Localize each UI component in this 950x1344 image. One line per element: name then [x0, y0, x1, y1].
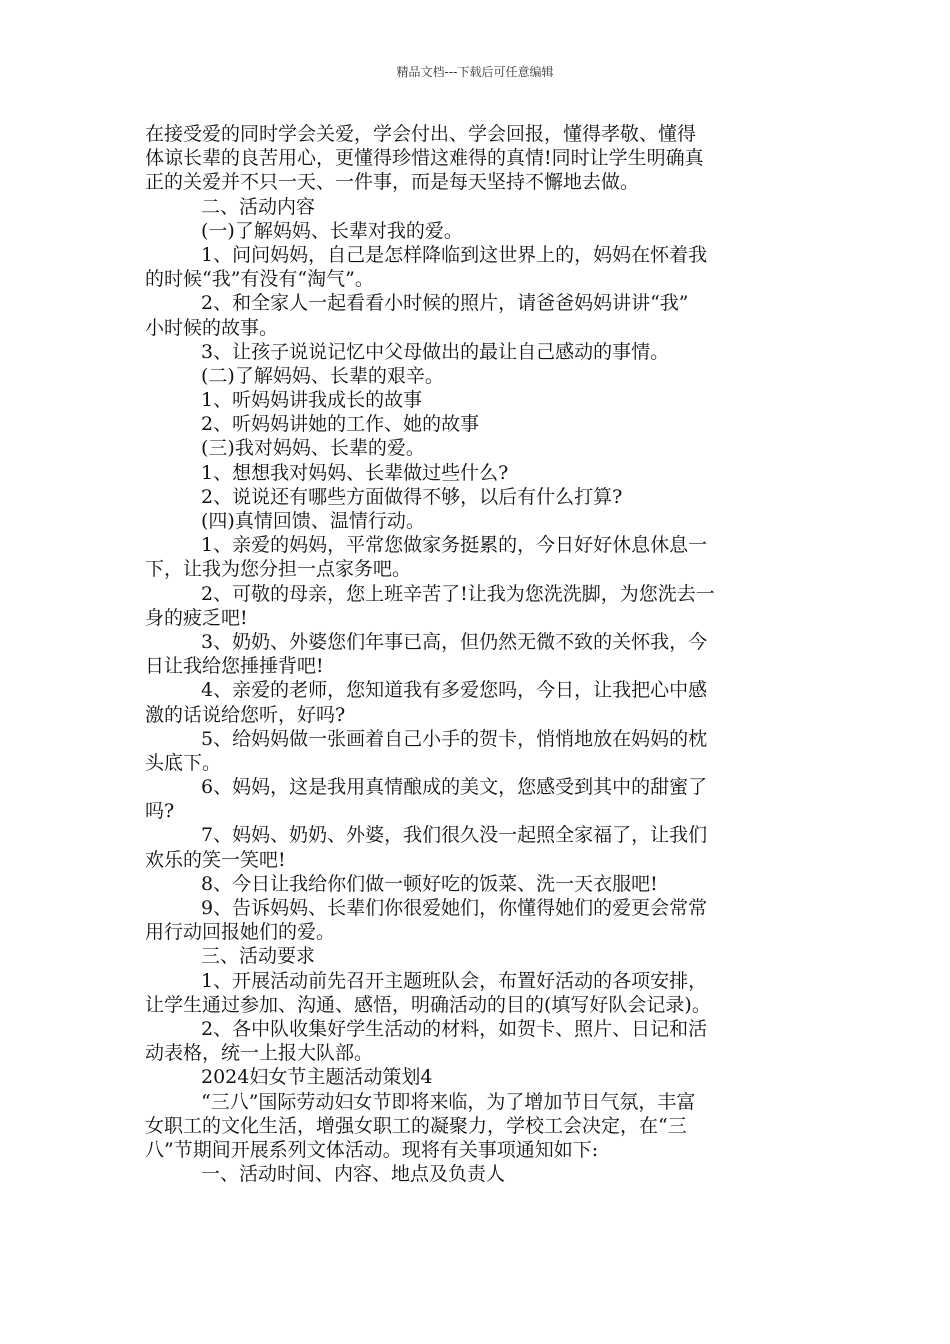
text-line: 1、开展活动前先召开主题班队会，布置好活动的各项安排， [201, 969, 708, 992]
text-line: (二)了解妈妈、长辈的艰辛。 [201, 364, 444, 387]
text-line: 二、活动内容 [201, 195, 316, 218]
document-body [145, 122, 807, 1186]
text-line: 身的疲乏吧! [145, 606, 248, 629]
text-line: 2、可敬的母亲，您上班辛苦了!让我为您洗洗脚，为您洗去一 [201, 582, 715, 605]
text-line: 1、亲爱的妈妈，平常您做家务挺累的，今日好好休息休息一 [201, 534, 708, 557]
text-line: 在接受爱的同时学会关爱，学会付出、学会回报，懂得孝敬、懂得 [145, 123, 697, 145]
text-line: 1、想想我对妈妈、长辈做过些什么? [201, 461, 509, 484]
text-line: 八”节期间开展系列文体活动。现将有关事项通知如下: [145, 1138, 599, 1161]
text-line: 用行动回报她们的爱。 [145, 921, 336, 944]
text-line: 8、今日让我给你们做一顿好吃的饭菜、洗一天衣服吧! [201, 872, 658, 895]
text-line: 吗? [145, 800, 175, 823]
text-line: 1、问问妈妈，自己是怎样降临到这世界上的，妈妈在怀着我 [201, 243, 708, 266]
header-note: 精品文档---下载后可任意编辑 [396, 65, 554, 79]
text-line: 5、给妈妈做一张画着自己小手的贺卡，悄悄地放在妈妈的枕 [201, 727, 708, 750]
text-line: 2、听妈妈讲她的工作、她的故事 [201, 413, 480, 436]
text-line: 体谅长辈的良苦用心，更懂得珍惜这难得的真情!同时让学生明确真 [145, 147, 704, 170]
text-line: “三八”国际劳动妇女节即将来临，为了增加节日气氛，丰富 [201, 1090, 696, 1113]
text-line: 2、说说还有哪些方面做得不够，以后有什么打算? [201, 485, 623, 508]
text-line: 2、和全家人一起看看小时候的照片，请爸爸妈妈讲讲“我” [201, 292, 689, 315]
text-line: 激的话说给您听，好吗? [145, 703, 346, 726]
text-line: 正的关爱并不只一天、一件事，而是每天坚持不懈地去做。 [145, 171, 640, 194]
text-line: 头底下。 [145, 751, 222, 774]
text-line: (四)真情回馈、温情行动。 [201, 510, 425, 532]
text-line: 小时候的故事。 [145, 316, 279, 339]
text-line: 6、妈妈，这是我用真情酿成的美文，您感受到其中的甜蜜了 [201, 776, 708, 799]
text-line: 日让我给您捶捶背吧! [145, 655, 324, 678]
text-line: 2024妇女节主题活动策划4 [201, 1066, 433, 1089]
text-line: 3、让孩子说说记忆中父母做出的最让自己感动的事情。 [201, 340, 670, 363]
text-line: 女职工的文化生活，增强女职工的凝聚力，学校工会决定，在“三 [145, 1114, 687, 1137]
text-line: 7、妈妈、奶奶、外婆，我们很久没一起照全家福了，让我们 [201, 824, 708, 847]
text-line: 2、各中队收集好学生活动的材料，如贺卡、照片、日记和活 [201, 1017, 708, 1040]
text-line: 1、听妈妈讲我成长的故事 [201, 389, 423, 412]
text-line: (三)我对妈妈、长辈的爱。 [201, 437, 425, 460]
text-line: 下，让我为您分担一点家务吧。 [145, 558, 412, 581]
text-line: (一)了解妈妈、长辈对我的爱。 [201, 219, 463, 242]
text-line: 让学生通过参加、沟通、感悟，明确活动的目的(填写好队会记录)。 [145, 993, 711, 1016]
text-line: 4、亲爱的老师，您知道我有多爱您吗，今日，让我把心中感 [201, 679, 708, 702]
text-line: 3、奶奶、外婆您们年事已高，但仍然无微不致的关怀我，今 [201, 630, 708, 653]
text-line: 9、告诉妈妈、长辈们你很爱她们，你懂得她们的爱更会常常 [201, 897, 708, 919]
text-line: 一、活动时间、内容、地点及负责人 [201, 1163, 506, 1186]
text-line: 三、活动要求 [201, 945, 316, 968]
text-line: 欢乐的笑一笑吧! [145, 848, 286, 871]
text-line: 动表格，统一上报大队部。 [145, 1042, 374, 1065]
text-line: 的时候“我”有没有“淘气”。 [145, 268, 374, 291]
